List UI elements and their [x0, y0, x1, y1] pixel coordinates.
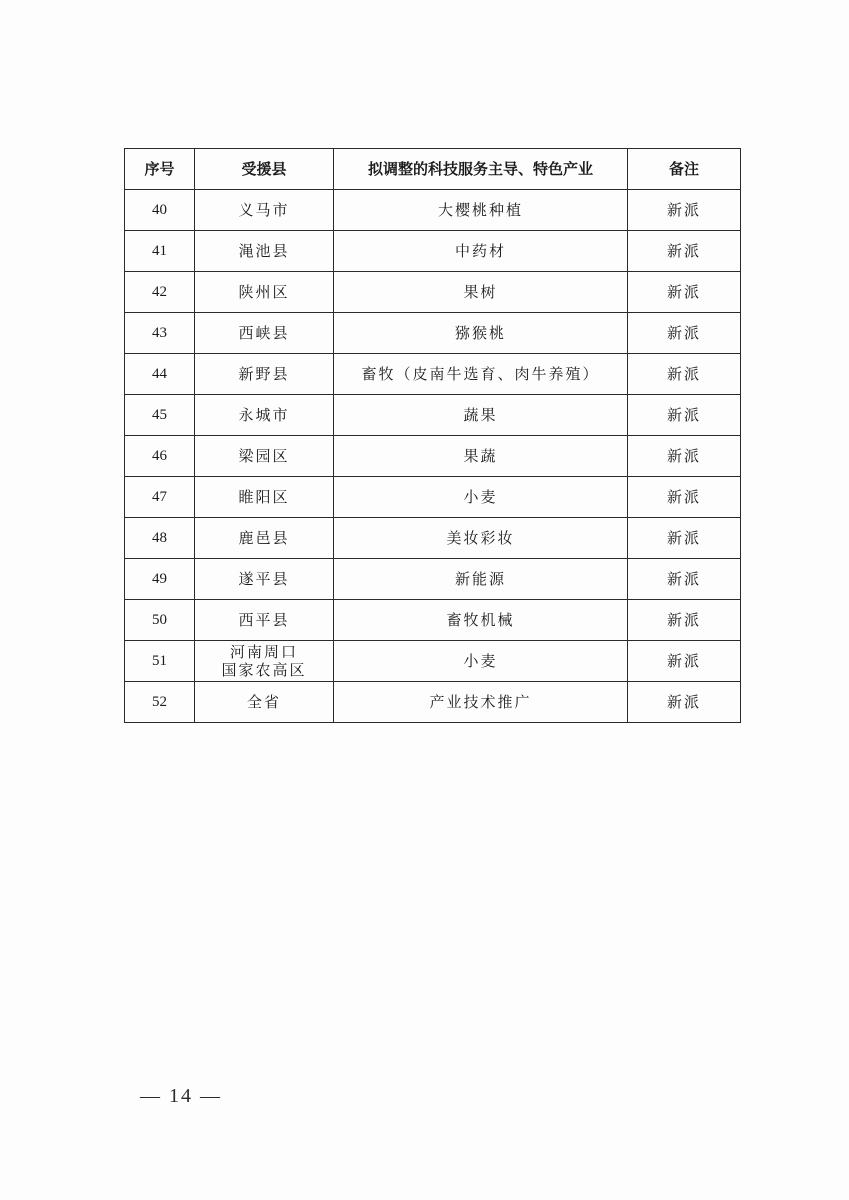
row-note: 新派: [628, 518, 741, 559]
row-index: 48: [125, 518, 195, 559]
row-note: 新派: [628, 641, 741, 682]
row-index: 42: [125, 272, 195, 313]
row-industry: 产业技术推广: [334, 682, 628, 723]
row-index: 44: [125, 354, 195, 395]
row-county: 渑池县: [195, 231, 334, 272]
row-note: 新派: [628, 600, 741, 641]
row-note: 新派: [628, 682, 741, 723]
table-row: [125, 313, 741, 354]
aid-county-table: [124, 148, 741, 723]
table-row: [125, 477, 741, 518]
row-county: 睢阳区: [195, 477, 334, 518]
row-industry: 大樱桃种植: [334, 190, 628, 231]
row-county: 永城市: [195, 395, 334, 436]
row-index: 46: [125, 436, 195, 477]
table-row: [125, 436, 741, 477]
table-header-row: [125, 149, 741, 190]
row-industry: 猕猴桃: [334, 313, 628, 354]
row-county: 梁园区: [195, 436, 334, 477]
row-county: 遂平县: [195, 559, 334, 600]
row-index: 43: [125, 313, 195, 354]
row-note: 新派: [628, 477, 741, 518]
row-county: 西平县: [195, 600, 334, 641]
row-industry: 美妆彩妆: [334, 518, 628, 559]
row-index: 51: [125, 641, 195, 682]
row-county: 新野县: [195, 354, 334, 395]
row-index: 45: [125, 395, 195, 436]
row-county-line2: 国家农高区: [221, 661, 307, 679]
row-note: 新派: [628, 436, 741, 477]
table-row: [125, 395, 741, 436]
row-county: [195, 641, 334, 682]
table-row: [125, 600, 741, 641]
row-industry: 果蔬: [334, 436, 628, 477]
row-note: 新派: [628, 231, 741, 272]
row-industry: 畜牧（皮南牛选育、肉牛养殖）: [334, 354, 628, 395]
row-county: 鹿邑县: [195, 518, 334, 559]
row-county-line1: 河南周口: [229, 643, 298, 661]
row-county: 义马市: [195, 190, 334, 231]
table-row: [125, 231, 741, 272]
page-number: — 14 —: [140, 1085, 222, 1107]
row-note: 新派: [628, 559, 741, 600]
header-county: 受援县: [195, 149, 334, 190]
header-index: 序号: [125, 149, 195, 190]
row-county: 全省: [195, 682, 334, 723]
row-industry: 蔬果: [334, 395, 628, 436]
header-industry: 拟调整的科技服务主导、特色产业: [334, 149, 628, 190]
table-row: [125, 272, 741, 313]
row-index: 52: [125, 682, 195, 723]
row-industry: 中药材: [334, 231, 628, 272]
row-note: 新派: [628, 354, 741, 395]
table-row: [125, 559, 741, 600]
row-index: 50: [125, 600, 195, 641]
row-index: 41: [125, 231, 195, 272]
table-row: [125, 354, 741, 395]
row-county: 陕州区: [195, 272, 334, 313]
row-index: 49: [125, 559, 195, 600]
table-row: [125, 190, 741, 231]
row-index: 47: [125, 477, 195, 518]
row-industry: 小麦: [334, 641, 628, 682]
row-note: 新派: [628, 272, 741, 313]
row-industry: 小麦: [334, 477, 628, 518]
row-industry: 果树: [334, 272, 628, 313]
row-county: 西峡县: [195, 313, 334, 354]
table-row: [125, 641, 741, 682]
row-note: 新派: [628, 313, 741, 354]
header-note: 备注: [628, 149, 741, 190]
row-index: 40: [125, 190, 195, 231]
row-note: 新派: [628, 395, 741, 436]
table-row: [125, 518, 741, 559]
row-note: 新派: [628, 190, 741, 231]
row-industry: 畜牧机械: [334, 600, 628, 641]
row-industry: 新能源: [334, 559, 628, 600]
table-row: [125, 682, 741, 723]
